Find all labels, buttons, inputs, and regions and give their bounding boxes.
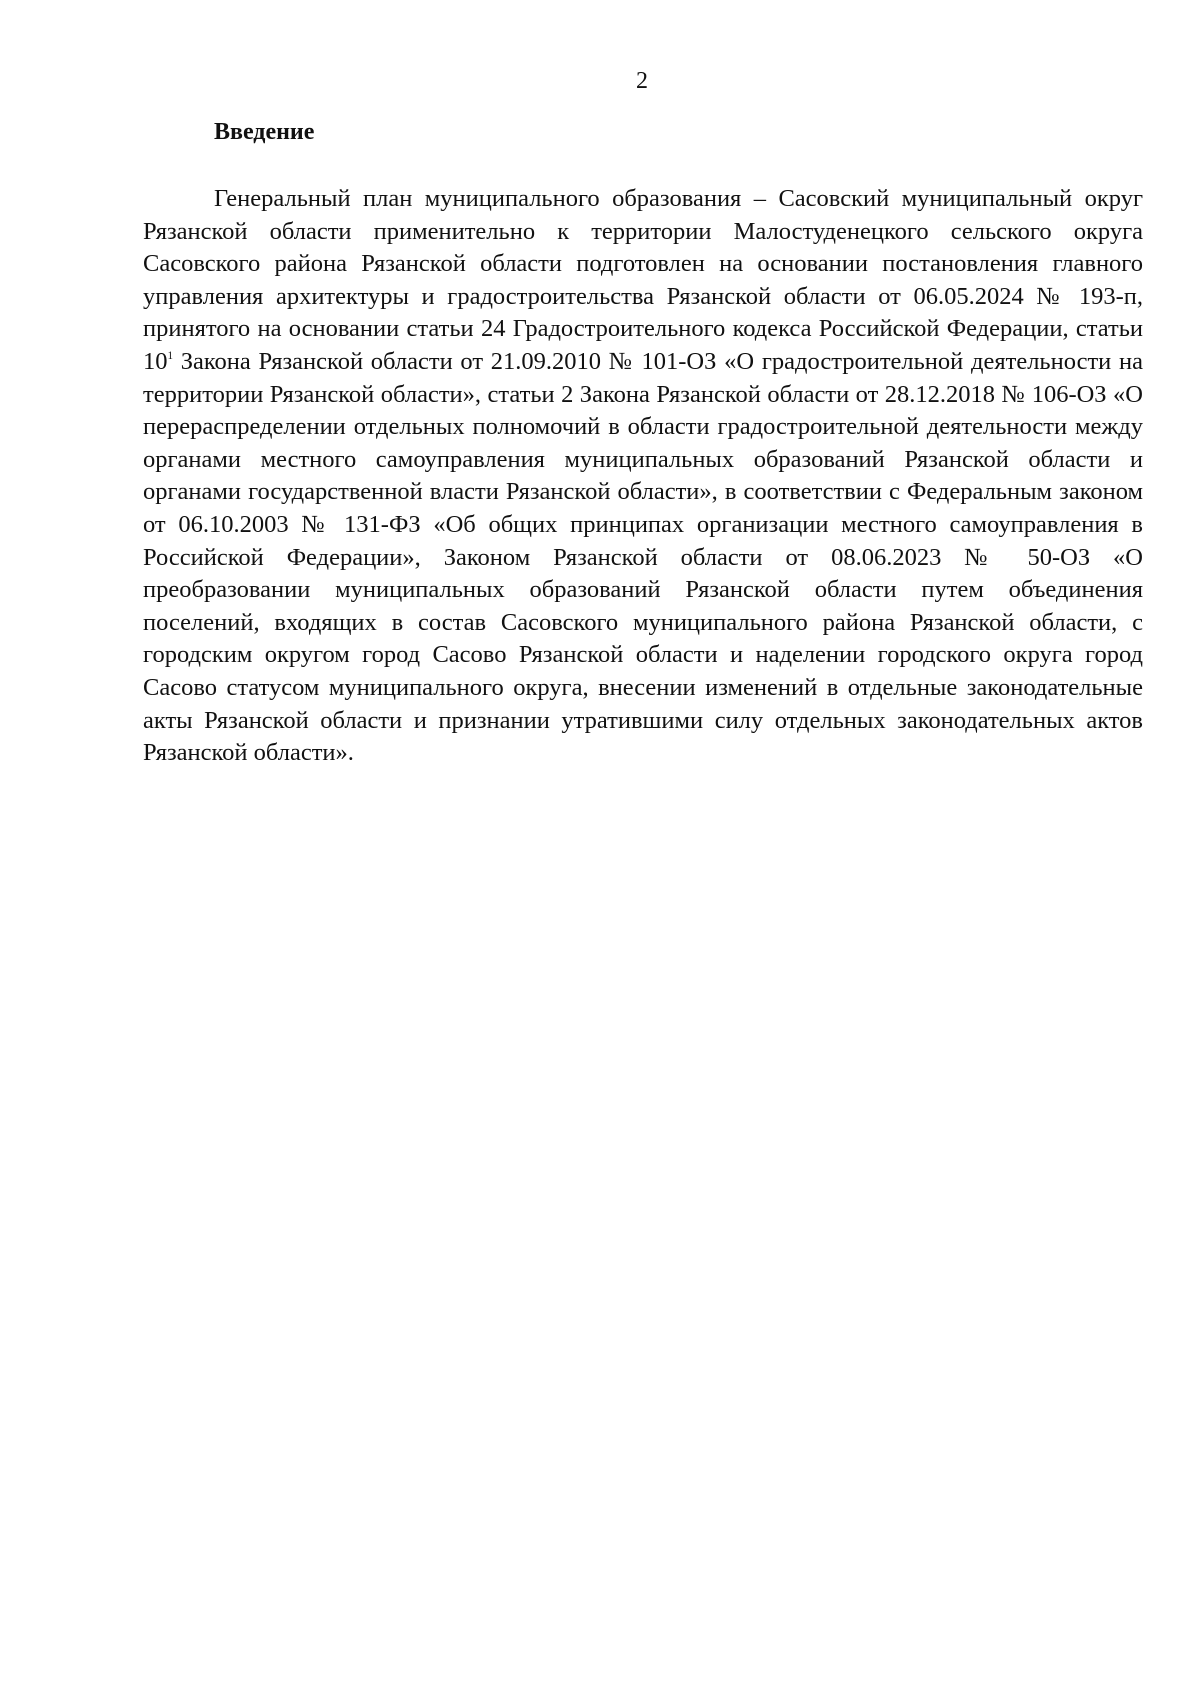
body-paragraph (143, 183, 1143, 770)
page-number: 2 (636, 68, 648, 94)
body-text-part-2: Закона Рязанской области от 21.09.2010 № 101-ОЗ «О градостроительной деятельности на территории Рязанской области», статьи 2 Закона Рязанской области от 28.12.2018 № 106-ОЗ «О перераспределении отдельных полномочий в области градостроительной деятельности между органами местного самоуправления муниципальных образований Рязанской области и органами государственной власти Рязанской области», в соответствии с Федеральным законом от 06.10.2003 № 131-ФЗ «Об общих принципах организации местного самоуправления в Российской Федерации», Законом Рязанской области от 08.06.2023 № 50-ОЗ «О преобразовании муниципальных образований Рязанской области путем объединения поселений, входящих в состав Сасовского муниципального района Рязанской области, с городским округом город Сасово Рязанской области и наделении городского округа город Сасово статусом муниципального округа, внесении изменений в отдельные законодательные акты Рязанской области и признании утратившими силу отдельных законодательных актов Рязанской области». (143, 347, 1143, 767)
section-heading: Введение (214, 119, 315, 145)
superscript-index: 1 (167, 350, 174, 363)
body-text-part-1: Генеральный план муниципального образования – Сасовский муниципальный округ Рязанской области применительно к территории Малостуденецкого сельского округа Сасовского района Рязанской области подготовлен на основании постановления главного управления архитектуры и градостроительства Рязанской области от 06.05.2024 № 193-п, принятого на основании статьи 24 Градостроительного кодекса Российской Федерации, статьи 10 (143, 185, 1143, 375)
